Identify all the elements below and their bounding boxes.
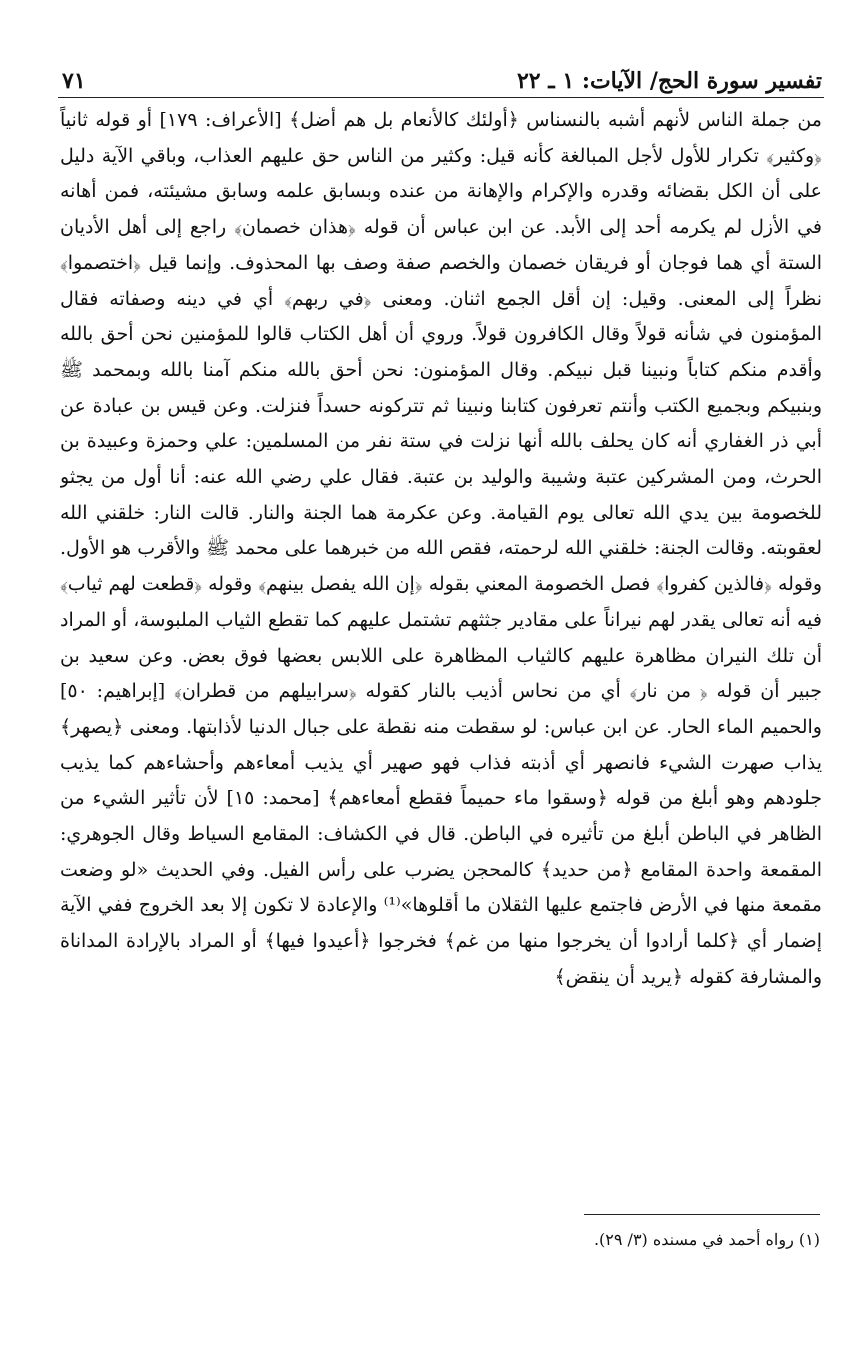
commentary-body: من جملة الناس لأنهم أشبه بالنسناس ﴿أولئك كالأنعام بل هم أضل﴾ [الأعراف: ١٧٩] أو قوله ثانياً ﴿وكثير﴾ تكرار للأول لأجل المبالغة كأنه قيل: وكثير من الناس حق عليهم العذاب، وباقي الآية دليل على أن الكل بقضائه وقدره والإكرام والإهانة من عنده وبسابق علمه وسابق مشيئته، فمن أهانه في الأزل لم يكرمه أحد إلى الأبد. عن ابن عباس أن قوله ﴿هذان خصمان﴾ راجع إلى أهل الأديان الستة أي هما فوجان أو فريقان خصمان والخصم صفة وصف بها المحذوف. وإنما قيل ﴿اختصموا﴾ نظراً إلى المعنى. وقيل: إن أقل الجمع اثنان. ومعنى ﴿في ربهم﴾ أي في دينه وصفاته فقال المؤمنون في شأنه قولاً وقال الكافرون قولاً. وروي أن أهل الكتاب قالوا للمؤمنين نحن أحق بالله وأقدم منكم كتاباً ونبينا قبل نبيكم. وقال المؤمنون: نحن أحق بالله منكم آمنا بالله وبمحمد ﷺ وبنبيكم وبجميع الكتب وأنتم تعرفون كتابنا ونبينا ثم تتركونه حسداً فنزلت. وعن قيس بن عبادة عن أبي ذر الغفاري أنه كان يحلف بالله أنها نزلت في ستة نفر من المسلمين: علي وحمزة وعبيدة بن الحرث، ومن المشركين عتبة وشيبة والوليد بن عتبة. فقال علي رضي الله عنه: أنا أول من يجثو للخصومة بين يدي الله تعالى يوم القيامة. وعن عكرمة هما الجنة والنار. قالت النار: خلقني الله لعقوبته. وقالت الجنة: خلقني الله لرحمته، فقص الله من خبرهما على محمد ﷺ والأقرب هو الأول. وقوله ﴿فالذين كفروا﴾ فصل الخصومة المعني بقوله ﴿إن الله يفصل بينهم﴾ وقوله ﴿قطعت لهم ثياب﴾ فيه أنه تعالى يقدر لهم نيراناً على مقادير جثثهم تشتمل عليهم كما تقطع الثياب الملبوسة، أو المراد أن تلك النيران مظاهرة عليهم كالثياب المظاهرة على اللابس بعضها فوق بعض. وعن سعيد بن جبير أن قوله ﴿ من نار﴾ أي من نحاس أذيب بالنار كقوله ﴿سرابيلهم من قطران﴾ [إبراهيم: ٥٠] والحميم الماء الحار. عن ابن عباس: لو سقطت منه نقطة على جبال الدنيا لأذابتها. ومعنى ﴿يصهر﴾ يذاب صهرت الشيء فانصهر أي أذبته فذاب فهو صهير أي يذيب أمعاءهم وأحشاءهم كما يذيب جلودهم وهو أبلغ من قوله ﴿وسقوا ماء حميماً فقطع أمعاءهم﴾ [محمد: ١٥] لأن تأثير الشيء من الظاهر في الباطن أبلغ من تأثيره في الباطن. قال في الكشاف: المقامع السياط وقال الجوهري: المقمعة واحدة المقامع ﴿من حديد﴾ كالمحجن يضرب على رأس الفيل. وفي الحديث «لو وضعت مقمعة منها في الأرض فاجتمع عليها الثقلان ما أقلوها»⁽¹⁾ والإعادة لا تكون إلا بعد الخروج ففي الآية إضمار أي ﴿كلما أرادوا أن يخرجوا منها من غم﴾ فخرجوا ﴿أعيدوا فيها﴾ أو المراد بالإرادة المداناة والمشارفة كقوله ﴿يريد أن ينقض﴾	[60, 109, 822, 988]
running-header-title: تفسير سورة الحج/ الآيات: ١ ـ ٢٢	[516, 68, 822, 94]
footnote: (١) رواه أحمد في مسنده (٣/ ٢٩).	[593, 1230, 820, 1249]
page-number: ٧١	[62, 68, 86, 94]
footnote-divider	[584, 1214, 820, 1215]
header-divider	[58, 97, 824, 98]
running-header	[62, 54, 822, 94]
